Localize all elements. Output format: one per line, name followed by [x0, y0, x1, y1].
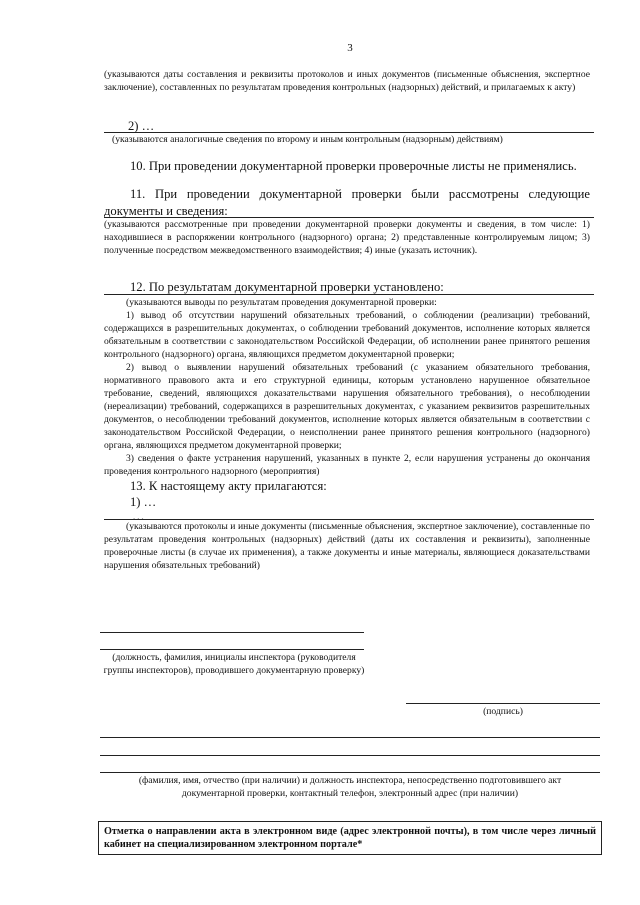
protocols-note: (указываются даты составления и реквизиты протоколов и иных документов (письменные объяснения, экспертное заключение), составленных по результатам проведения контрольных (надзорных) действий, и прилагаемых к акту) [104, 69, 590, 93]
inspector-rule-2 [100, 649, 364, 650]
section-13-note: (указываются протоколы и иные документы (письменные объяснения, экспертное заключение), составленные по результатам проведения контрольных (надзорных) действий (даты их составления и реквизиты), заполненные проверочные листы (в случае их применения), а также документы и иные материалы, являющиеся доказательствами нарушения обязательных требований) [104, 521, 590, 571]
preparer-rule-1 [100, 737, 600, 738]
section-13-note-wrap [104, 520, 590, 572]
inspector-caption: (должность, фамилия, инициалы инспектора (руководителя группы инспекторов), проводившего документарную проверку) [103, 652, 365, 676]
section-11-title-line1: 11. При проведении документарной проверки были рассмотрены следующие [130, 187, 590, 201]
signature-rule [406, 703, 600, 704]
section-13-dots: … [132, 509, 145, 523]
section-10: 10. При проведении документарной проверки проверочные листы не применялись. [130, 159, 577, 173]
section-12-rule [104, 294, 594, 295]
inspector-rule-1 [100, 632, 364, 633]
electronic-delivery-box [98, 821, 602, 855]
page-number: 3 [347, 42, 353, 54]
section-12-p2: 2) вывод о выявлении нарушений обязательных требований (с указанием обязательного требования, нормативного правового акта и его структурной единицы, которым установлено нарушенное обязательное требование, сведений, являющихся доказательствами нарушения обязательного требования), о несоблюдении (нереализации) требований, содержащихся в разрешительных документах, с указанием реквизитов разрешительных документов, о несоблюдении требований документов, исполнение которых является обязательным в соответствии с законодательством Российской Федерации, о неисполнении ранее принятого решения контрольного (надзорного) органа, являющихся предметом документарной проверки; [104, 362, 590, 451]
section-12-p1: 1) вывод об отсутствии нарушений обязательных требований, о соблюдении (реализации) требований, содержащихся в разрешительных документах, о соблюдении требований документов, исполнение которых является обязательным в соответствии с законодательством Российской Федерации, об исполнении ранее принятого решения контрольного (надзорного) органа, являющихся предметом документарной проверки; [104, 310, 590, 360]
item-2-note: (указываются аналогичные сведения по второму и иным контрольным (надзорным) действиям) [112, 134, 503, 145]
section-11-note: (указываются рассмотренные при проведении документарной проверки документы и сведения, в том числе: 1) находившиеся в распоряжении контрольного (надзорного) органа; 2) представленные контролируемым лицом; 3) полученные посредством межведомственного взаимодействия; 4) иные (указать источник). [104, 219, 590, 256]
electronic-delivery-text: Отметка о направлении акта в электронном виде (адрес электронной почты), в том числе через личный кабинет на специализированном электронном портале* [104, 826, 596, 850]
preparer-rule-3 [100, 772, 600, 773]
item-2: 2) … [128, 119, 155, 133]
section-12-p3: 3) сведения о факте устранения нарушений, указанных в пункте 2, если нарушения устранены до окончания проведения контрольного надзорного (мероприятия) [104, 453, 590, 477]
section-12-intro: (указываются выводы по результатам проведения документарной проверки: [126, 297, 437, 308]
section-11-title-line2: документы и сведения: [104, 204, 228, 218]
section-13-title: 13. К настоящему акту прилагаются: [130, 479, 327, 493]
preparer-caption: (фамилия, имя, отчество (при наличии) и должность инспектора, непосредственно подготовившего акт документарной проверки, контактный телефон, электронный адрес (при наличии) [138, 775, 562, 799]
signature-caption: (подпись) [483, 706, 523, 717]
section-12-body [104, 296, 590, 478]
preparer-rule-2 [100, 755, 600, 756]
section-13-item1: 1) … [130, 495, 157, 509]
section-12-title: 12. По результатам документарной проверки установлено: [130, 280, 444, 294]
